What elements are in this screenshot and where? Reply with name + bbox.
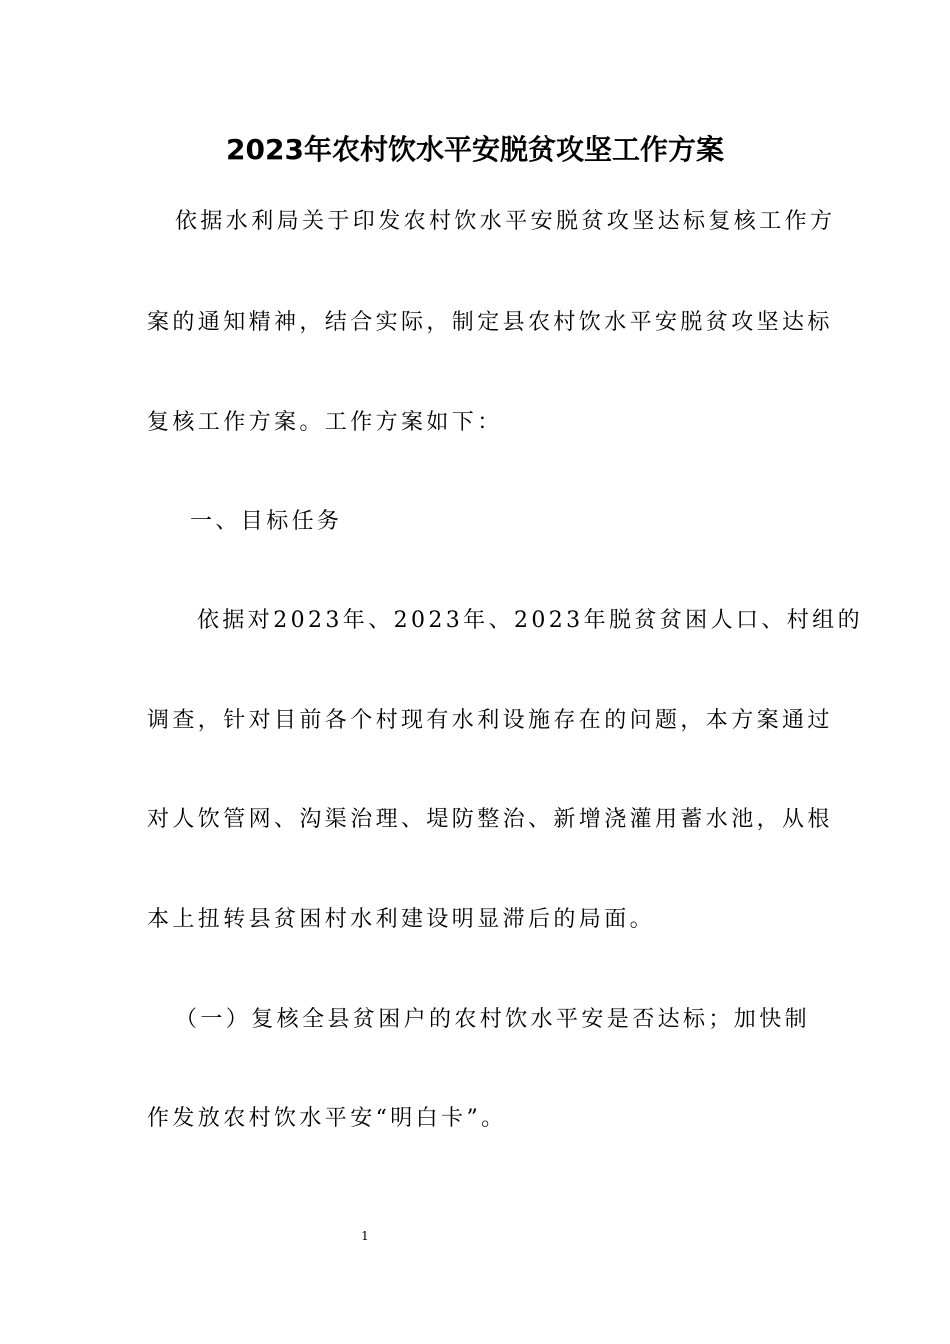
paragraph-line: 依据对2023年、2023年、2023年脱贫贫困人口、村组的	[197, 608, 863, 633]
page-number: 1	[361, 1229, 369, 1243]
subsection-line: （一）复核全县贫困户的农村饮水平安是否达标；加快制	[175, 1007, 811, 1032]
paragraph-line: 案的通知精神，结合实际，制定县农村饮水平安脱贫攻坚达标	[147, 310, 833, 335]
page-title: 2023年农村饮水平安脱贫攻坚工作方案	[226, 133, 724, 166]
paragraph-line: 依据水利局关于印发农村饮水平安脱贫攻坚达标复核工作方	[175, 209, 836, 234]
paragraph-line: 作发放农村饮水平安“明白卡”。	[147, 1106, 507, 1131]
section-heading: 一、目标任务	[190, 509, 343, 534]
paragraph-line: 对人饮管网、沟渠治理、堤防整治、新增浇灌用蓄水池，从根	[147, 807, 833, 832]
paragraph-line: 本上扭转县贫困村水利建设明显滞后的局面。	[147, 907, 656, 932]
paragraph-line: 调查，针对目前各个村现有水利设施存在的问题，本方案通过	[147, 708, 833, 733]
paragraph-line: 复核工作方案。工作方案如下：	[147, 410, 503, 435]
